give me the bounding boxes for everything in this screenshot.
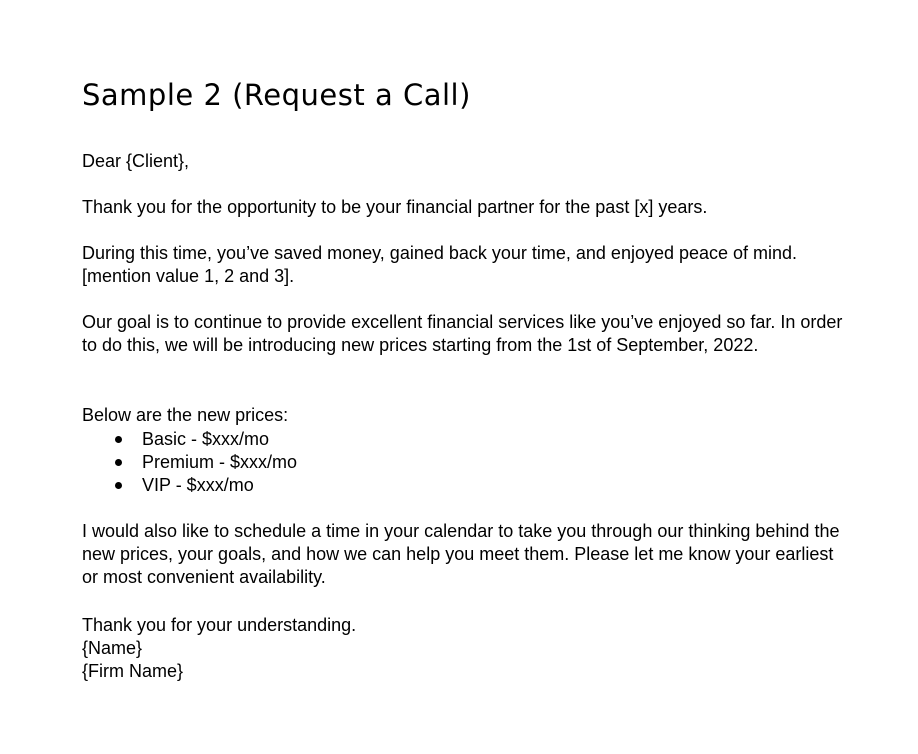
paragraph-value: During this time, you’ve saved money, gained back your time, and enjoyed peace of mind. [mention value 1, 2 and 3]. [82, 243, 798, 286]
price-item-premium: Premium - $xxx/mo [142, 452, 298, 472]
price-list [82, 428, 297, 497]
price-item-vip: VIP - $xxx/mo [142, 474, 297, 497]
page-title: Sample 2 (Request a Call) [82, 78, 471, 112]
price-item-basic: Basic - $xxx/mo [142, 428, 297, 451]
greeting: Dear {Client}, [82, 151, 190, 171]
paragraph-goal: Our goal is to continue to provide excellent financial services like you’ve enjoyed so far. In order to do this, we will be introducing new prices starting from the 1st of September, 2022. [82, 312, 843, 355]
signature-name: {Name} [82, 638, 143, 658]
closing: Thank you for your understanding. [82, 615, 357, 635]
prices-intro: Below are the new prices: [82, 405, 289, 425]
paragraph-thanks: Thank you for the opportunity to be your financial partner for the past [x] years. [82, 197, 708, 217]
paragraph-schedule: I would also like to schedule a time in your calendar to take you through our thinking behind the new prices, your goals, and how we can help you meet them. Please let me know your earliest or most convenient availability. [82, 521, 840, 587]
signature-firm: {Firm Name} [82, 661, 184, 681]
